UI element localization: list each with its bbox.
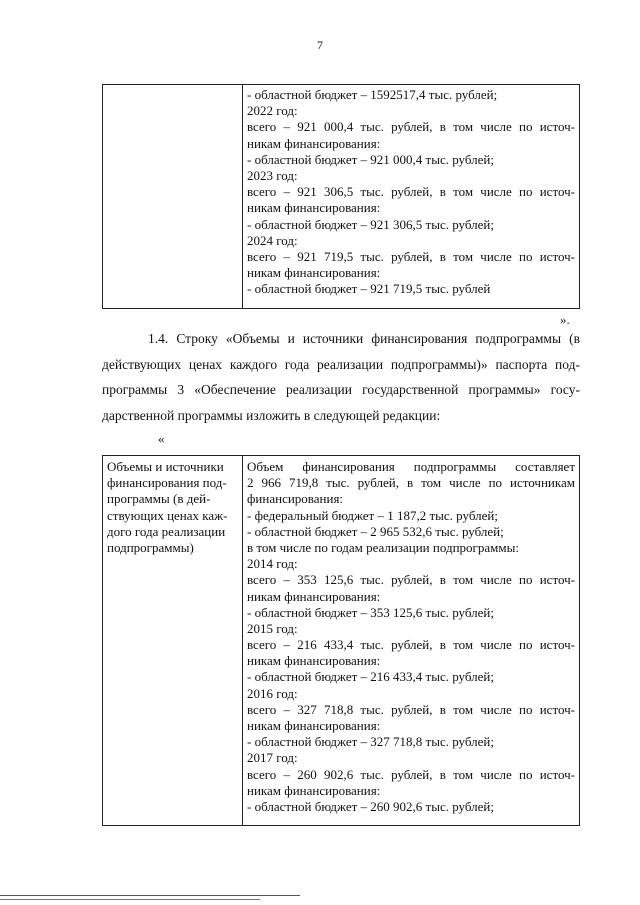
table-line: - областной бюджет – 1592517,4 тыс. рублей; [247, 87, 498, 102]
table-line: - федеральный бюджет – 1 187,2 тыс. рублей; [247, 507, 498, 523]
table-line: 2 966 719,8 тыс. рублей, в том числе по источникам [247, 475, 575, 491]
footer-rule [0, 895, 300, 896]
paragraph-line: программы 3 «Обеспечение реализации государственной программы» госу- [102, 382, 580, 397]
funding-table-continued [102, 84, 580, 309]
amendment-paragraph [102, 326, 580, 428]
table-line: подпрограммы) [107, 539, 194, 555]
table-line: - областной бюджет – 260 902,6 тыс. рублей; [247, 798, 494, 814]
table-left-cell-empty [103, 85, 243, 309]
table-line: 2024 год: [247, 232, 298, 248]
table-line: 2022 год: [247, 103, 298, 119]
table-line: - областной бюджет – 921 719,5 тыс. рублей [247, 281, 491, 297]
paragraph-line: дарственной программы изложить в следующей редакции: [102, 407, 441, 423]
table-line: - областной бюджет – 216 433,4 тыс. рублей; [247, 669, 494, 685]
table-line: - областной бюджет – 921 000,4 тыс. рублей; [247, 151, 494, 167]
page-number: 7 [317, 38, 323, 52]
table-left-cell [103, 456, 243, 826]
table-line: - областной бюджет – 327 718,8 тыс. рублей; [247, 734, 494, 750]
table-line: никам финансирования: [247, 265, 381, 281]
table-line: финансирования: [247, 491, 344, 507]
table-line: никам финансирования: [247, 653, 381, 669]
table-line: дого года реализации [107, 523, 226, 539]
table-line: 2015 год: [247, 620, 298, 636]
funding-table-subprogram-3 [102, 455, 580, 826]
table-right-cell [243, 85, 580, 309]
opening-quote: « [158, 431, 165, 446]
table-line: финансирования под- [107, 475, 227, 491]
table-line: - областной бюджет – 353 125,6 тыс. рублей; [247, 604, 494, 620]
table-line: всего – 327 718,8 тыс. рублей, в том числе по источ- [247, 701, 575, 717]
table-line: в том числе по годам реализации подпрограммы: [247, 539, 519, 555]
table-line: никам финансирования: [247, 135, 381, 151]
paragraph-line: действующих ценах каждого года реализации подпрограммы)» паспорта под- [102, 356, 580, 372]
table-line: всего – 353 125,6 тыс. рублей, в том числе по источ- [247, 572, 575, 588]
table-right-cell [243, 456, 580, 826]
table-line: всего – 260 902,6 тыс. рублей, в том числе по источ- [247, 766, 575, 782]
footer-rule [0, 899, 260, 900]
table-line: 2023 год: [247, 167, 298, 183]
table-line: ствующих ценах каж- [107, 507, 228, 523]
table-line: программы (в дей- [107, 491, 211, 507]
table-line: никам финансирования: [247, 588, 381, 604]
table-line: Объем финансирования подпрограммы составляет [247, 459, 575, 474]
paragraph-line: 1.4. Строку «Объемы и источники финансирования подпрограммы (в [148, 331, 580, 346]
table-line: 2014 год: [247, 556, 298, 572]
table-line: всего – 216 433,4 тыс. рублей, в том числе по источ- [247, 637, 575, 653]
table-line: всего – 921 306,5 тыс. рублей, в том числе по источ- [247, 184, 575, 200]
table-line: - областной бюджет – 921 306,5 тыс. рублей; [247, 216, 494, 232]
table-line: 2016 год: [247, 685, 298, 701]
closing-quote: ». [560, 312, 570, 327]
table-line: всего – 921 000,4 тыс. рублей, в том числе по источ- [247, 119, 575, 135]
table-line: - областной бюджет – 2 965 532,6 тыс. рублей; [247, 523, 504, 539]
table-line: никам финансирования: [247, 200, 381, 216]
table-line: никам финансирования: [247, 782, 381, 798]
table-line: никам финансирования: [247, 718, 381, 733]
table-line: всего – 921 719,5 тыс. рублей, в том числе по источ- [247, 248, 575, 264]
table-line: Объемы и источники [107, 459, 224, 474]
table-line: 2017 год: [247, 750, 298, 766]
